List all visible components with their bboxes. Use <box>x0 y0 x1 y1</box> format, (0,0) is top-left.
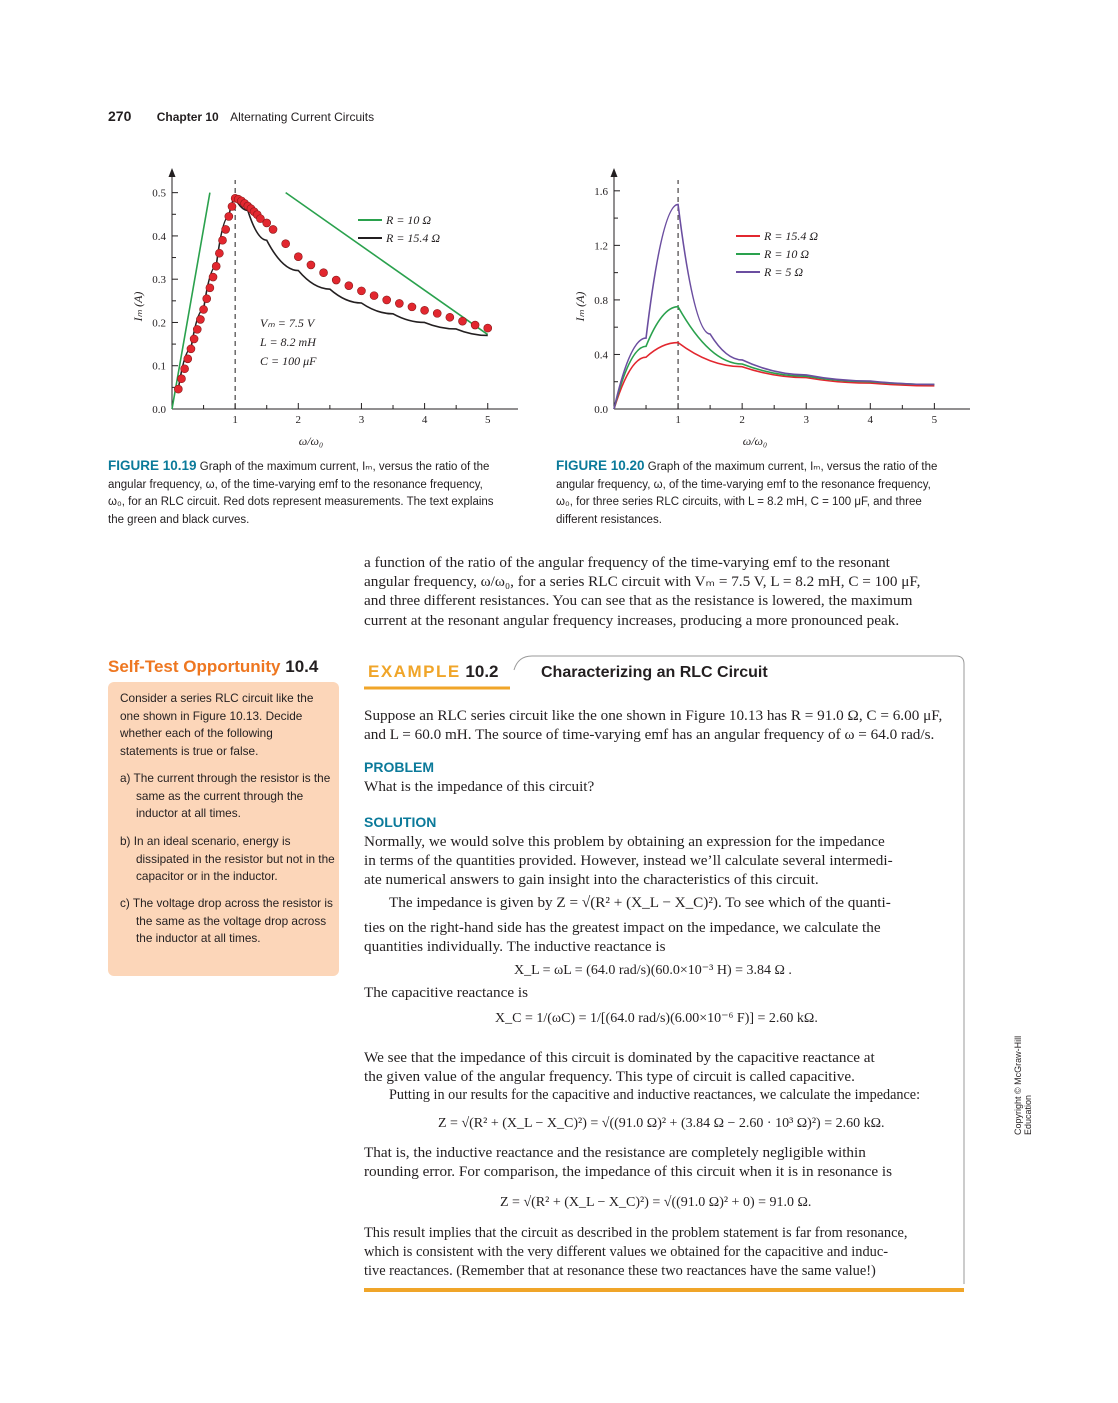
chapter-label: Chapter 10 <box>156 110 219 124</box>
x-tick-label: 5 <box>931 414 938 426</box>
x-tick-label: 4 <box>421 414 428 426</box>
measurement-point <box>181 365 189 373</box>
intro-paragraph <box>364 553 964 630</box>
text-line: tive reactances. (Remember that at resonance these two reactances have the same value!) <box>364 1263 876 1280</box>
measurement-point <box>446 313 454 321</box>
measurement-point <box>225 212 233 220</box>
putting-line: Putting in our results for the capacitive and inductive reactances, we calculate the impedance: <box>389 1087 921 1103</box>
measurement-point <box>228 203 236 211</box>
conclusion-paragraph <box>364 1224 964 1282</box>
y-tick-label: 0.3 <box>152 274 166 287</box>
y-axis-label: Iₘ (A) <box>131 291 145 322</box>
measurement-point <box>222 225 230 233</box>
y-tick-label: 1.2 <box>594 240 608 253</box>
x-tick-label: 2 <box>739 414 745 426</box>
figure-10-20-chart <box>560 160 970 450</box>
figure-label: FIGURE 10.19 <box>108 458 197 473</box>
y-axis-arrow <box>169 168 176 177</box>
measurement-point <box>357 287 365 295</box>
series-line <box>614 307 934 409</box>
text-line: Suppose an RLC series circuit like the one shown in Figure 10.13 has R = 91.0 Ω, C = 6.00 μF, <box>364 707 943 724</box>
x-tick-label: 3 <box>803 414 809 426</box>
self-test-item-c: c) The voltage drop across the resistor is the same as the voltage drop across the inductor at all times. <box>120 896 333 946</box>
measurement-point <box>203 295 211 303</box>
self-test-number: 10.4 <box>285 657 319 676</box>
y-tick-label: 0.0 <box>152 404 166 416</box>
y-tick-label: 0.5 <box>152 187 166 200</box>
quantities-paragraph <box>364 918 964 956</box>
legend-label: R = 10 Ω <box>764 247 810 261</box>
text-line: That is, the inductive reactance and the resistance are completely negligible within <box>364 1144 866 1161</box>
self-test-intro: Consider a series RLC circuit like the one shown in Figure 10.13. Decide whether each of the following statements is true or false. <box>120 691 314 759</box>
measurement-point <box>212 262 220 270</box>
measurement-point <box>263 219 271 227</box>
measurement-point <box>209 273 217 281</box>
measurement-point <box>174 385 182 393</box>
copyright-notice: Copyright © McGraw-Hill Education <box>1013 1035 1033 1135</box>
x-tick-label: 2 <box>295 414 302 426</box>
figure-10-20-caption <box>556 457 966 529</box>
measurement-point <box>471 321 479 329</box>
text-line: ate numerical answers to gain insight into the characteristics of this circuit. <box>364 871 819 889</box>
measurement-point <box>345 282 353 290</box>
measurement-point <box>196 315 204 323</box>
self-test-box <box>108 682 339 976</box>
caption-line: different resistances. <box>556 513 662 526</box>
y-tick-label: 0.1 <box>152 360 166 373</box>
text-line: Normally, we would solve this problem by obtaining an expression for the impedance <box>364 833 885 850</box>
measurement-point <box>395 299 403 307</box>
text-line: and three different resistances. You can see that as the resistance is lowered, the maximum <box>364 592 913 610</box>
measurement-point <box>200 305 208 313</box>
self-test-title <box>108 657 318 677</box>
text-line: the given value of the angular frequency. This type of circuit is called capacitive. <box>364 1068 855 1086</box>
annotation-text: Vₘ = 7.5 V <box>260 316 315 330</box>
measurement-point <box>484 324 492 332</box>
measurement-point <box>421 306 429 314</box>
running-header <box>108 108 374 124</box>
text-line: quantities individually. The inductive reactance is <box>364 938 666 956</box>
impedance-line: The impedance is given by Z = √(R² + (X_L − X_C)²). To see which of the quanti- <box>389 894 891 911</box>
y-tick-label: 1.6 <box>594 185 608 198</box>
figure-label: FIGURE 10.20 <box>556 458 645 473</box>
x-axis-label: ω/ω₀ <box>742 434 768 448</box>
caption-line: Graph of the maximum current, Iₘ, versus the ratio of the <box>647 461 938 473</box>
x-tick-label: 1 <box>232 414 238 426</box>
x-tick-label: 1 <box>675 414 681 426</box>
y-tick-label: 0.4 <box>152 230 166 243</box>
solution-paragraph <box>364 832 964 890</box>
example-label: EXAMPLE <box>368 662 461 681</box>
measurement-point <box>458 317 466 325</box>
example-title: Characterizing an RLC Circuit <box>541 664 768 681</box>
measurement-point <box>187 345 195 353</box>
caption-line: ω₀, for an RLC circuit. Red dots represent measurements. The text explains <box>108 496 494 508</box>
self-test-item-a: a) The current through the resistor is the same as the current through the inductor at all times. <box>120 771 331 821</box>
capacitive-intro: The capacitive reactance is <box>364 984 528 1001</box>
text-line: This result implies that the circuit as described in the problem statement is far from resonance, <box>364 1225 908 1241</box>
y-tick-label: 0.0 <box>594 404 608 416</box>
measurement-point <box>294 253 302 261</box>
example-statement <box>364 706 964 744</box>
measurement-point <box>177 375 185 383</box>
example-number: 10.2 <box>465 662 499 681</box>
chart-10-19 <box>131 168 518 448</box>
caption-line: the green and black curves. <box>108 513 250 526</box>
text-line: and L = 60.0 mH. The source of time-varying emf has an angular frequency of ω = 64.0 rad/s. <box>364 726 935 744</box>
measurement-point <box>307 261 315 269</box>
chart-10-20 <box>573 168 970 448</box>
legend-label: R = 5 Ω <box>764 265 804 279</box>
y-tick-label: 0.8 <box>594 294 608 307</box>
self-test-item-b: b) In an ideal scenario, energy is dissipated in the resistor but not in the capacitor or in the inductor. <box>120 834 335 884</box>
text-line: We see that the impedance of this circuit is dominated by the capacitive reactance at <box>364 1049 875 1066</box>
text-line: angular frequency, ω/ω₀, for a series RLC circuit with Vₘ = 7.5 V, L = 8.2 mH, C = 100 μF, <box>364 573 921 591</box>
solution-heading: SOLUTION <box>364 814 437 830</box>
caption-line: angular frequency, ω, of the time-varying emf to the resonance frequency, <box>108 478 483 491</box>
self-test-label: Self-Test Opportunity <box>108 657 281 676</box>
measurement-point <box>282 240 290 248</box>
dominated-paragraph <box>364 1048 964 1086</box>
measurement-point <box>215 249 223 257</box>
caption-line: angular frequency, ω, of the time-varying emf to the resonance frequency, <box>556 478 931 491</box>
measurement-point <box>269 225 277 233</box>
measurement-point <box>332 276 340 284</box>
equation-xl: X_L = ωL = (64.0 rad/s)(60.0×10⁻³ H) = 3.84 Ω . <box>514 963 792 978</box>
annotation-text: L = 8.2 mH <box>260 335 316 349</box>
equation-z: Z = √(R² + (X_L − X_C)²) = √((91.0 Ω)² + (3.84 Ω − 2.60 · 10³ Ω)²) = 2.60 kΩ. <box>438 1116 885 1131</box>
negligible-paragraph <box>364 1143 964 1181</box>
x-tick-label: 3 <box>358 414 365 426</box>
measurement-point <box>408 303 416 311</box>
legend-label: R = 10 Ω <box>386 213 432 227</box>
measurement-point <box>184 355 192 363</box>
y-tick-label: 0.4 <box>594 349 608 362</box>
text-line: a function of the ratio of the angular frequency of the time-varying emf to the resonant <box>364 554 890 571</box>
text-line: in terms of the quantities provided. However, instead we’ll calculate several intermedi- <box>364 852 893 870</box>
caption-line: Graph of the maximum current, Iₘ, versus the ratio of the <box>199 461 490 473</box>
equation-xc: X_C = 1/(ωC) = 1/[(64.0 rad/s)(6.00×10⁻⁶ F)] = 2.60 kΩ. <box>495 1011 818 1026</box>
measurement-point <box>320 269 328 277</box>
measurement-point <box>206 284 214 292</box>
x-tick-label: 5 <box>484 414 491 426</box>
measurement-point <box>190 335 198 343</box>
x-tick-label: 4 <box>867 414 874 426</box>
annotation-text: C = 100 μF <box>260 354 317 368</box>
x-axis-label: ω/ω₀ <box>298 434 324 448</box>
measurement-point <box>433 309 441 317</box>
measurement-point <box>219 236 227 244</box>
legend-label: R = 15.4 Ω <box>764 229 819 243</box>
series-line <box>614 343 934 409</box>
y-axis-arrow <box>611 168 618 177</box>
example-heading <box>368 662 499 682</box>
measurement-point <box>383 296 391 304</box>
legend-label: R = 15.4 Ω <box>386 231 441 245</box>
chapter-title: Alternating Current Circuits <box>230 110 375 124</box>
caption-line: ω₀, for three series RLC circuits, with L = 8.2 mH, C = 100 μF, and three <box>556 496 922 508</box>
text-line: current at the resonant angular frequency increases, producing a more pronounced peak. <box>364 611 900 629</box>
y-tick-label: 0.2 <box>152 317 166 330</box>
measurement-point <box>370 292 378 300</box>
measurement-point <box>193 325 201 333</box>
page-number: 270 <box>108 108 132 124</box>
equation-z-resonance: Z = √(R² + (X_L − X_C)²) = √((91.0 Ω)² + 0) = 91.0 Ω. <box>500 1195 812 1210</box>
figure-10-19-caption <box>108 457 518 529</box>
figure-10-19-chart <box>108 160 518 450</box>
text-line: which is consistent with the very different values we obtained for the capacitive and induc- <box>364 1244 889 1261</box>
y-axis-label: Iₘ (A) <box>573 291 587 322</box>
text-line: rounding error. For comparison, the impedance of this circuit when it is in resonance is <box>364 1163 893 1181</box>
problem-text: What is the impedance of this circuit? <box>364 778 595 795</box>
text-line: ties on the right-hand side has the greatest impact on the impedance, we calculate the <box>364 919 881 936</box>
problem-heading: PROBLEM <box>364 759 434 775</box>
